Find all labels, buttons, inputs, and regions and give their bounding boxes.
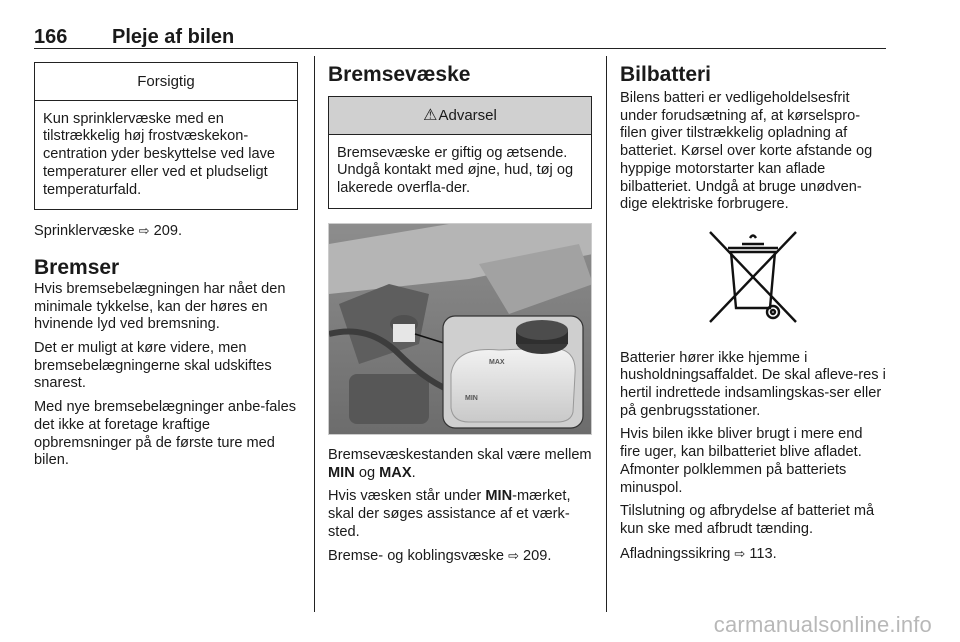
cross-reference: Sprinklervæske ⇨ 209. <box>34 223 183 240</box>
caution-text: Kun sprinklervæske med en tilstrækkelig høj frostvæskekon-centration yder beskyttelse ved lave temperaturer eller ved et pludseligt temperaturfald. <box>43 110 276 198</box>
crossed-bin-symbol <box>620 224 886 334</box>
warning-triangle-icon: ⚠ <box>423 107 438 124</box>
paragraph: Hvis bilen ikke bliver brugt i mere end fire uger, kan bilbatteriet blive afladet. Afmonter polklemmen på batteriets minuspol. <box>620 426 863 496</box>
column-2 <box>328 62 592 572</box>
page-number: 166 <box>34 26 68 48</box>
cross-reference: Afladningssikring ⇨ 113. <box>620 545 777 562</box>
engine-bay-illustration <box>329 224 592 435</box>
column-divider <box>314 56 315 612</box>
reference-arrow-icon: ⇨ <box>508 548 519 564</box>
paragraph: Batterier hører ikke hjemme i husholdningsaffaldet. De skal afleve-res i hertil indrettede indsamlingskas-ser eller på genbrugsstationer. <box>620 349 886 419</box>
column-1 <box>34 62 298 476</box>
caution-title: Forsigtig <box>35 63 297 101</box>
warning-box <box>328 96 592 209</box>
warning-text: Bremsevæske er giftig og ætsende. Undgå kontakt med øjne, hud, tøj og lakerede overfla-der. <box>337 144 574 197</box>
column-3 <box>620 62 886 569</box>
paragraph: Bilens batteri er vedligeholdelsesfrit under forudsætning af, at kørselspro-filen giver tilstrækkelig opladning af batteriet. Kørsel over korte afstande og hyppige motorstarter kan aflade bilbatteriet. Undgå at bruge unødven-dige elektriske forbrugere. <box>620 90 873 213</box>
watermark: carmanualsonline.info <box>713 612 932 637</box>
section-heading-bremsevaeske: Bremsevæske <box>328 63 471 86</box>
max-label: MAX <box>489 358 505 366</box>
paragraph: Med nye bremsebelægninger anbe-fales det ikke at foretage kraftige opbremsninger på de første ture med bilen. <box>34 399 297 469</box>
warning-title: Advarsel <box>438 107 497 124</box>
brake-fluid-reservoir-photo <box>328 223 592 435</box>
reference-arrow-icon: ⇨ <box>734 545 746 561</box>
caution-box <box>34 62 298 210</box>
section-heading-bilbatteri: Bilbatteri <box>620 63 712 86</box>
crossed-out-wheelie-bin-icon <box>698 224 808 328</box>
paragraph: Bremsevæskestanden skal være mellem MIN og MAX. <box>328 446 592 481</box>
page-title: Pleje af bilen <box>112 26 235 48</box>
min-label: MIN <box>465 394 478 402</box>
reference-page[interactable]: 113. <box>749 545 777 562</box>
warning-header <box>329 97 591 135</box>
paragraph: Hvis væsken står under MIN-mærket, skal der søges assistance af et værk-sted. <box>328 488 571 540</box>
paragraph: Hvis bremsebelægningen har nået den minimale tykkelse, kan der høres en hvinende lyd ved bremsning. <box>34 280 286 333</box>
header-divider <box>34 48 886 49</box>
paragraph: Det er muligt at køre videre, men bremsebelægningerne skal udskiftes snarest. <box>34 340 272 392</box>
column-divider <box>606 56 607 612</box>
reference-arrow-icon: ⇨ <box>138 223 150 239</box>
reference-page[interactable]: 209. <box>153 223 183 240</box>
reference-page[interactable]: 209. <box>523 548 552 565</box>
section-heading-bremser: Bremser <box>34 255 120 279</box>
paragraph: Tilslutning og afbrydelse af batteriet må kun ske med afbrudt tænding. <box>620 503 875 537</box>
cross-reference: Bremse- og koblingsvæske ⇨ 209. <box>328 548 552 565</box>
